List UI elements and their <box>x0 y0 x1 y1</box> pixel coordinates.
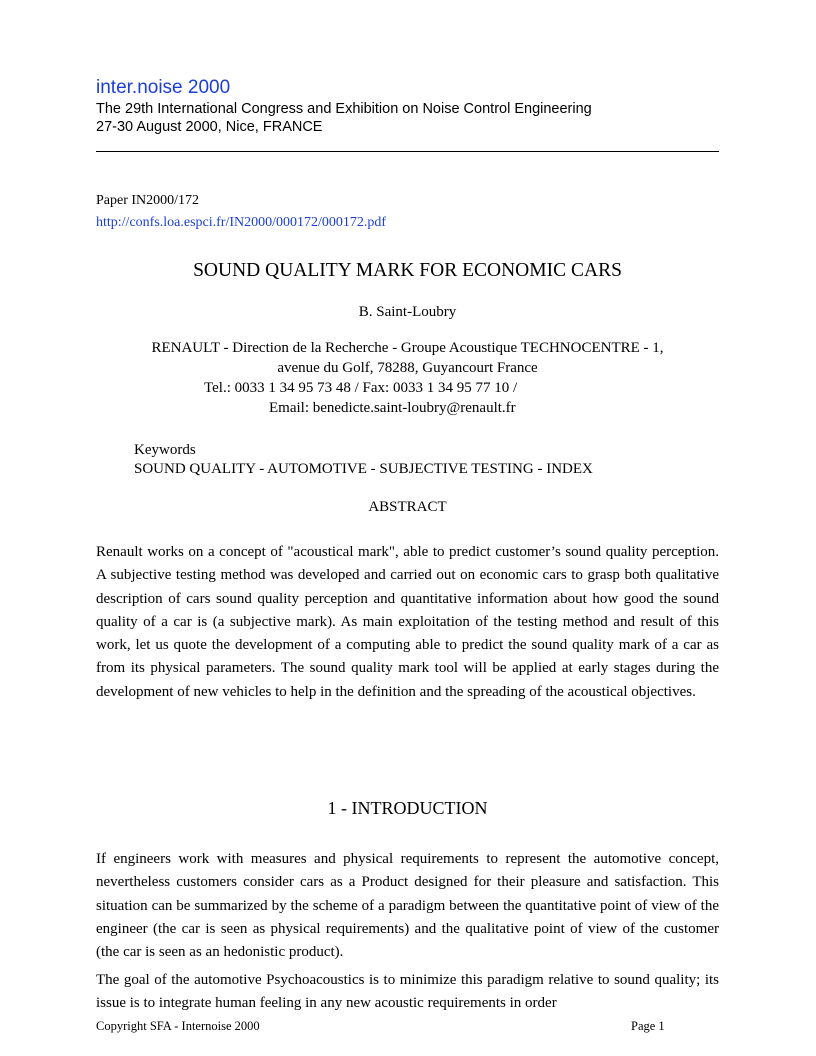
congress-name: The 29th International Congress and Exhibition on Noise Control Engineering <box>96 101 592 117</box>
introduction-paragraph-2: The goal of the automotive Psychoacoustics is to minimize this paradigm relative to sound quality; its issue is to integrate human feeling in any new acoustic requirements in order <box>96 972 719 1012</box>
paper-url-link[interactable]: http://confs.loa.espci.fr/IN2000/000172/000172.pdf <box>96 215 387 230</box>
footer-page-number: Page 1 <box>631 1019 665 1033</box>
affiliation-phone-fax: Tel.: 0033 1 34 95 73 48 / Fax: 0033 1 34 95 77 10 / <box>204 380 518 396</box>
keywords-label: Keywords <box>134 442 196 458</box>
author-name: B. Saint-Loubry <box>358 304 457 320</box>
introduction-heading: 1 - INTRODUCTION <box>327 798 488 818</box>
affiliation-line-2: avenue du Golf, 78288, Guyancourt France <box>277 360 538 376</box>
footer-copyright: Copyright SFA - Internoise 2000 <box>96 1019 260 1033</box>
header-divider <box>96 151 719 152</box>
conference-dates: 27-30 August 2000, Nice, FRANCE <box>96 119 323 135</box>
conference-title: inter.noise 2000 <box>96 77 231 98</box>
abstract-heading: ABSTRACT <box>368 499 447 515</box>
abstract-text: Renault works on a concept of "acoustical mark", able to predict customer’s sound quality perception. A subjective testing method was developed and carried out on economic cars to grasp both qualitative description of cars sound quality perception and quantitative information about how good the sound quality of a car is (a subjective mark). As main exploitation of the testing method and result of this work, let us quote the development of a computing able to predict the sound quality mark of a car as from its physical parameters. The sound quality mark tool will be applied at early stages during the development of new vehicles to help in the definition and the spreading of the acoustical objectives. <box>96 544 719 700</box>
introduction-paragraph-1: If engineers work with measures and physical requirements to represent the automotive concept, nevertheless customers consider cars as a Product designed for their pleasure and satisfaction. This situation can be summarized by the scheme of a paradigm between the quantitative point of view of the engineer (the car is seen as physical requirements) and the qualitative point of view of the customer (the car is seen as an hedonistic product). <box>96 851 719 961</box>
keywords-list: SOUND QUALITY - AUTOMOTIVE - SUBJECTIVE TESTING - INDEX <box>134 461 593 477</box>
paper-title: SOUND QUALITY MARK FOR ECONOMIC CARS <box>193 260 622 281</box>
paper-id: Paper IN2000/172 <box>96 193 200 208</box>
affiliation-email: Email: benedicte.saint-loubry@renault.fr <box>269 400 516 416</box>
affiliation-line-1: RENAULT - Direction de la Recherche - Groupe Acoustique TECHNOCENTRE - 1, <box>151 340 664 356</box>
